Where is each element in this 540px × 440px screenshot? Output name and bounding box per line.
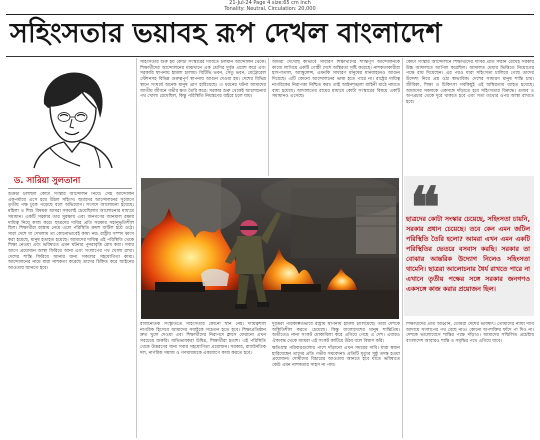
article-column-3-top [272, 60, 400, 174]
paragraph: কোটা সংস্কার আন্দোলনে শিক্ষার্থীদের দাবির প্রতি সম্মান রেখেই সরকার উচ্চ আদালতে আপিল করেছিল। আদালত মেধার ভিত্তিতে নিয়োগের পক্ষে রায় দিয়েছেন। এর পরও যারা সহিংসতা চালিয়ে গেছে তাদের উদ্দেশ্য নিয়ে প্রশ্ন ওঠা স্বাভাবিক। দেশের সাধারণ মানুষ শান্তি চায়। জীবিকা, শিক্ষা ও চিকিৎসা সবকিছুই এই অস্থিরতায় ব্যাহত হয়েছে। আমাদের সকলকে একসঙ্গে দাঁড়াতে হবে সহিংসতার বিরুদ্ধে। গুজব ও অপপ্রচার থেকে দূরে থাকতে হবে এবং সত্য তথ্যের ওপর আস্থা রাখতে হবে। [406, 60, 534, 105]
column-divider [402, 58, 403, 438]
paragraph: রাজনৈতিক সংস্কৃতিতে সহিংসতার কোনো স্থান নেই। দায়িত্বশীল নাগরিক হিসেবে আমাদের সবাইকে সচেতন হতে হবে। শিক্ষাপ্রতিষ্ঠান দ্রুত খুলে দেওয়া এবং শিক্ষার্থীদের নিরাপদে ক্লাসে ফেরানো এখন সবচেয়ে জরুরি। অভিভাবকরা উদ্বিগ্ন, শিক্ষার্থীরা হতাশ। এই পরিস্থিতি থেকে উত্তরণের জন্য সবার সহযোগিতা প্রয়োজন। সরকার, রাজনৈতিক দল, নাগরিক সমাজ ও গণমাধ্যমকে একযোগে কাজ করতে হবে। [140, 322, 266, 356]
article-column-4-top [406, 60, 534, 174]
headline-rule [6, 56, 534, 57]
quote-mark-icon: ❝ [410, 175, 441, 241]
clipping-source-line: Tonality: Neutral, Circulation: 20,000 [224, 6, 316, 12]
article-column-4-bottom [406, 322, 534, 438]
byline-rule [8, 188, 132, 189]
top-rule [6, 14, 534, 15]
column-divider [268, 58, 269, 176]
paragraph: আমরা দেখেছি কীভাবে সাধারণ শিক্ষার্থীদের শান্তিপূর্ণ আন্দোলনকে কাজে লাগিয়ে একটি গোষ্ঠী দেশে অস্থিরতা সৃষ্টি করেছে। নাশকতাকারীরা হাসপাতাল, অ্যাম্বুলেন্স, এমনকি সাধারণ মানুষের যানবাহনেও আগুন দিয়েছে। এটি কোনো আন্দোলনের ভাষা হতে পারে না। রাষ্ট্রের দায়িত্ব নাগরিকের নিরাপত্তা নিশ্চিত করা। তাই আইনশৃঙ্খলা বাহিনী মাঠে নামতে বাধ্য হয়েছে। আদালতের রায়ের মাধ্যমে কোটা সংস্কারের বিষয়ে একটি সমাধানও এসেছে। [272, 60, 400, 100]
paragraph: দুর্বৃত্তরা পরিকল্পিতভাবে রাষ্ট্রীয় স্থাপনায় হামলা চালিয়েছে। তারা দেশকে অস্থিতিশীল করতে চেয়েছে। কিন্তু বাংলাদেশের মানুষ শান্তিপ্রিয়। অতীতেও নানা সংকট মোকাবিলা করে এগিয়ে গেছে এ দেশ। এবারও ঐক্যবদ্ধ থেকে আমরা এই সংকট কাটিয়ে উঠব বলে বিশ্বাস করি। [272, 322, 400, 345]
column-divider [136, 58, 137, 438]
article-column-2-bottom [140, 322, 266, 438]
paragraph: শিক্ষার্থীদের প্রতি আহ্বান, তোমরা দেশের ভবিষ্যৎ। তোমাদের ন্যায্য দাবি আদায়ে সংলাপের পথ বেছে নাও। কোনো অপশক্তির ফাঁদে পা দিও না। দেশকে ভালোবেসে শান্তির পক্ষে দাঁড়াও। আমাদের সম্মিলিত প্রচেষ্টায় বাংলাদেশ আবারও শান্তি ও সমৃদ্ধির পথে এগিয়ে যাবে। [406, 322, 534, 345]
article-column-2-top [140, 60, 266, 174]
article-headline: সহিংসতার ভয়াবহ রূপ দেখল বাংলাদেশ [10, 18, 442, 49]
paragraph: সহিংসতার শুরু হয় কোটা সংস্কারের দাবিতে চলমান আন্দোলন থেকে। শিক্ষার্থীদের আন্দোলনের মাঝখানে এক শ্রেণির দুর্বৃত্ত প্রবেশ করে এবং সরকারি স্থাপনায় হামলা চালায়। বিটিভি ভবন, সেতু ভবন, মেট্রোরেল স্টেশনসহ বিভিন্ন গুরুত্বপূর্ণ স্থাপনায় আগুন দেওয়া হয়। দেশের বিভিন্ন স্থানে সংঘর্ষে অনেক মানুষ প্রাণ হারিয়েছে। এ ধরনের ঘটনা আমাদের জাতীয় জীবনে গভীর ক্ষত তৈরি করে। সরকার শুরু থেকেই আলোচনার পথ খোলা রেখেছিল, কিন্তু পরিস্থিতি নিয়ন্ত্রণের বাইরে চলে যায়। [140, 60, 266, 100]
article-column-1-top [8, 192, 134, 438]
paragraph: ক্ষতিগ্রস্ত পরিবারগুলোর পাশে দাঁড়ানো এখন সময়ের দাবি। যারা স্বজন হারিয়েছেন তাদের প্রতি গভীর সমবেদনা। প্রতিটি মৃত্যুর সুষ্ঠু তদন্ত হওয়া প্রয়োজন। দোষীদের বিচারের আওতায় আনতে হবে যাতে ভবিষ্যতে কেউ এমন নাশকতার সাহস না পায়। [272, 345, 400, 368]
clipping-meta [0, 0, 540, 12]
news-photo [141, 178, 399, 319]
author-portrait-icon [14, 62, 126, 170]
pull-quote-text: ছাত্রদের কোটা সংস্কার চেয়েছে, সহিংসতা চায়নি, সরকার প্রধান চেয়েছে। তবে কেন এমন জটিল পরিস্থিতি তৈরি হলো? আমরা এখন এমন একটি পরিস্থিতির ভেতরে বসবাস করছি। সরকার তা বোঝার আন্তরিক উদ্যোগ নিলেও সহিংসতা থামেনি। ছাত্ররা আলোচনার ধৈর্য রাখতে পারে না এখানে তৃতীয় পক্ষের সঙ্গে সরকার জনগণও একসঙ্গে কাজ করার প্রয়োজন ছিল। [406, 215, 530, 293]
clipping-date-line: 21-Jul-24 Page 4 size:65 cm inch [229, 0, 311, 6]
author-byline: ড. সারিয়া সুলতানা [14, 176, 81, 186]
paragraph: শুক্রটা চলছিল কোটা সংস্কার আন্দোলন নিয়ে। সেই আন্দোলন একপর্যায়ে এসে হয়ে উঠল সহিংস। ছাত্রদের আন্দোলনের সুযোগে তৃতীয় পক্ষ ঢুকে পড়েছে বলে অভিযোগ। সংসদে আলোচনা হয়েছে। মহিলা ও শিশু বিষয়ক আমরা সকলেই চেয়েছিলাম আলোচনার মাধ্যমে সমাধান। একটি সরকার তার সুরক্ষায় এবং জনগণের জানমাল রক্ষার দায়িত্ব নিয়ে কাজ করে। ছাত্রদের দাবির প্রতি সরকার সহানুভূতিশীল ছিল। শিক্ষার্থীরা রাস্তায় নেমে এলে পরিস্থিতি ক্রমশ জটিল হয়ে ওঠে। সারা দেশে যা দেখলাম তা কোনোভাবেই কাম্য নয়। রাষ্ট্রীয় সম্পদ ধ্বংস করা হয়েছে, মানুষ হতাহত হয়েছে। আমাদের দায়িত্ব এই পরিস্থিতি থেকে শিক্ষা নেওয়া এবং ভবিষ্যতে এমন ঘটনার পুনরাবৃত্তি রোধ করা। সবার আগে প্রয়োজন আস্থা ফিরিয়ে আনা এবং সংলাপের পথ খোলা রাখা। দেশের শান্তি ফিরিয়ে আনার জন্য সকলের সহযোগিতা কাম্য। আন্দোলনের নামে যারা নাশকতা করেছে তাদের চিহ্নিত করে আইনের আওতায় আনতে হবে। [8, 192, 134, 272]
article-column-3-bottom [272, 322, 400, 438]
